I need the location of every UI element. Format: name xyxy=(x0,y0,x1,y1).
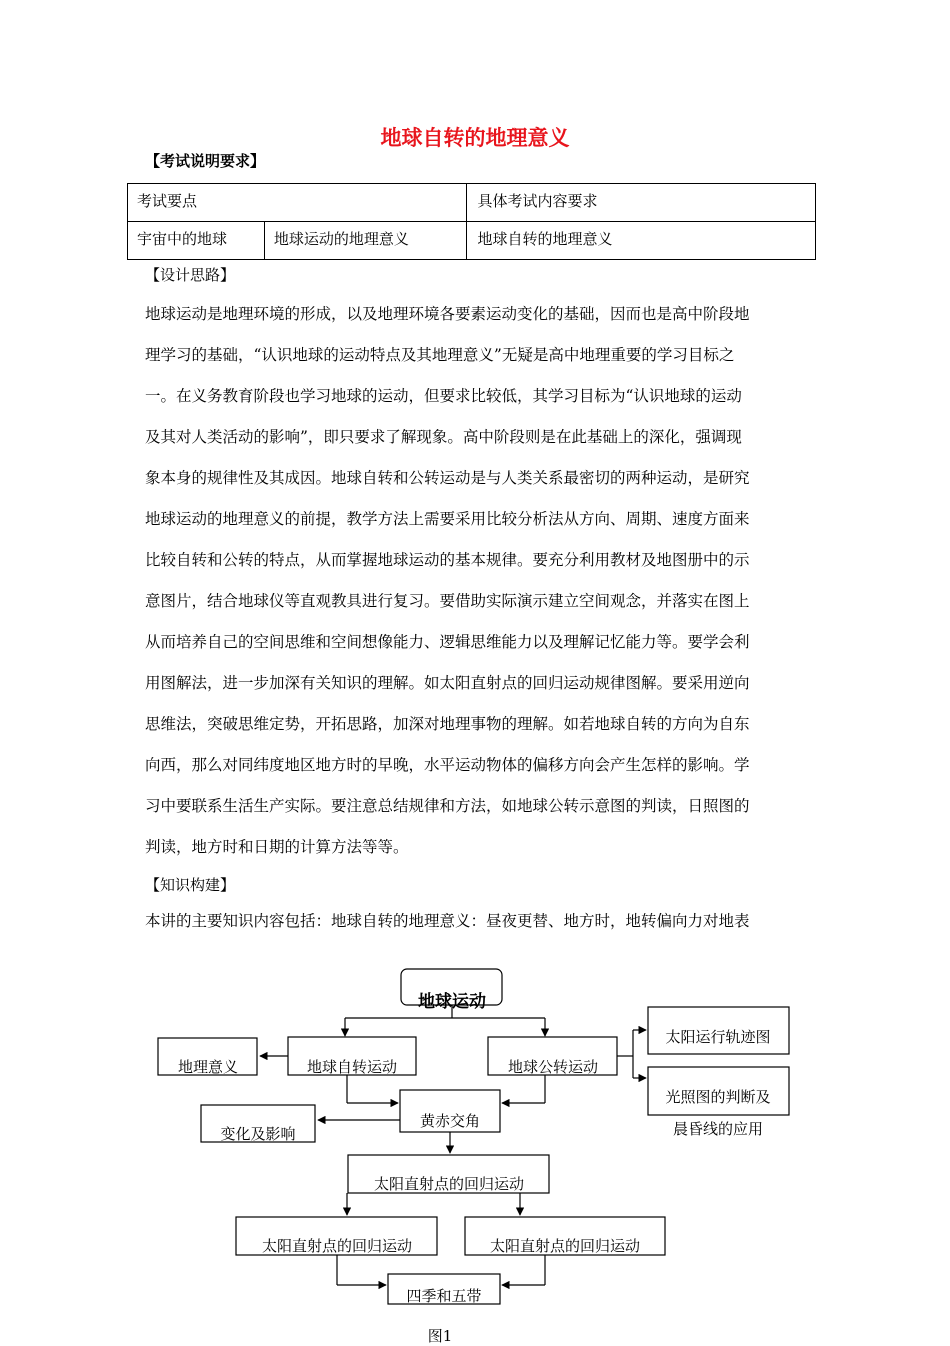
page-title: 地球自转的地理意义 xyxy=(380,126,570,150)
table-cell: 宇宙中的地球 xyxy=(128,222,265,260)
table-cell: 地球运动的地理意义 xyxy=(264,222,466,260)
knowledge-heading: 【知识构建】 xyxy=(145,876,236,894)
paragraph-line: 用图解法，进一步加深有关知识的理解。如太阳直射点的回归运动规律图解。要采用逆向 xyxy=(145,674,750,692)
paragraph-line: 向西，那么对同纬度地区地方时的早晚，水平运动物体的偏移方向会产生怎样的影响。学 xyxy=(145,756,750,774)
revolution-label: 地球公转运动 xyxy=(507,1058,599,1076)
paragraph-line: 象本身的规律性及其成因。地球自转和公转运动是与人类关系最密切的两种运动，是研究 xyxy=(145,469,750,487)
knowledge-intro-line: 本讲的主要知识内容包括：地球自转的地理意义：昼夜更替、地方时，地转偏向力对地表 xyxy=(145,912,750,930)
table-row xyxy=(128,222,816,260)
paragraph-line: 地球运动的地理意义的前提，教学方法上需要采用比较分析法从方向、周期、速度方面来 xyxy=(145,510,750,528)
figure-caption: 图1 xyxy=(427,1327,453,1345)
subsolar-label-3: 太阳直射点的回归运动 xyxy=(489,1237,641,1255)
terminator-label: 晨昏线的应用 xyxy=(672,1120,764,1138)
knowledge-flow-diagram xyxy=(0,960,950,1344)
table-header-cell: 考试要点 xyxy=(128,184,467,222)
sun-path-label: 太阳运行轨迹图 xyxy=(665,1028,771,1046)
paragraph-line: 从而培养自己的空间思维和空间想像能力、逻辑思维能力以及理解记忆能力等。要学会利 xyxy=(145,633,750,651)
table-cell: 地球自转的地理意义 xyxy=(466,222,815,260)
earth-motion-label: 地球运动 xyxy=(418,992,486,1012)
illumination-label: 光照图的判断及 xyxy=(665,1088,771,1106)
paragraph-line: 地球运动是地理环境的形成，以及地理环境各要素运动变化的基础，因而也是高中阶段地 xyxy=(145,305,750,323)
paragraph-line: 比较自转和公转的特点，从而掌握地球运动的基本规律。要充分利用教材及地图册中的示 xyxy=(145,551,750,569)
paragraph-line: 意图片，结合地球仪等直观教具进行复习。要借助实际演示建立空间观念，并落实在图上 xyxy=(145,592,750,610)
change-effect-label: 变化及影响 xyxy=(220,1125,296,1143)
paragraph-line: 一。在义务教育阶段也学习地球的运动，但要求比较低，其学习目标为“认识地球的运动 xyxy=(145,387,742,405)
design-heading: 【设计思路】 xyxy=(145,266,236,284)
paragraph-line: 理学习的基础，“认识地球的运动特点及其地理意义”无疑是高中地理重要的学习目标之 xyxy=(145,346,735,364)
paragraph-line: 判读，地方时和日期的计算方法等等。 xyxy=(145,838,409,856)
table-row xyxy=(128,184,816,222)
obliquity-label: 黄赤交角 xyxy=(419,1112,481,1130)
paragraph-line: 习中要联系生活生产实际。要注意总结规律和方法，如地球公转示意图的判读，日照图的 xyxy=(145,797,750,815)
subsolar-label-1: 太阳直射点的回归运动 xyxy=(373,1175,525,1193)
design-paragraph xyxy=(145,294,807,868)
geo-meaning-label: 地理意义 xyxy=(177,1058,239,1076)
exam-requirements-heading: 【考试说明要求】 xyxy=(145,152,266,170)
subsolar-label-2: 太阳直射点的回归运动 xyxy=(261,1237,413,1255)
paragraph-line: 思维法，突破思维定势，开拓思路，加深对地理事物的理解。如若地球自转的方向为自东 xyxy=(145,715,750,733)
paragraph-line: 及其对人类活动的影响”，即只要求了解现象。高中阶段则是在此基础上的深化，强调现 xyxy=(145,428,742,446)
seasons-label: 四季和五带 xyxy=(406,1287,482,1305)
requirements-table xyxy=(127,183,816,260)
table-header-cell: 具体考试内容要求 xyxy=(466,184,815,222)
rotation-label: 地球自转运动 xyxy=(306,1058,398,1076)
